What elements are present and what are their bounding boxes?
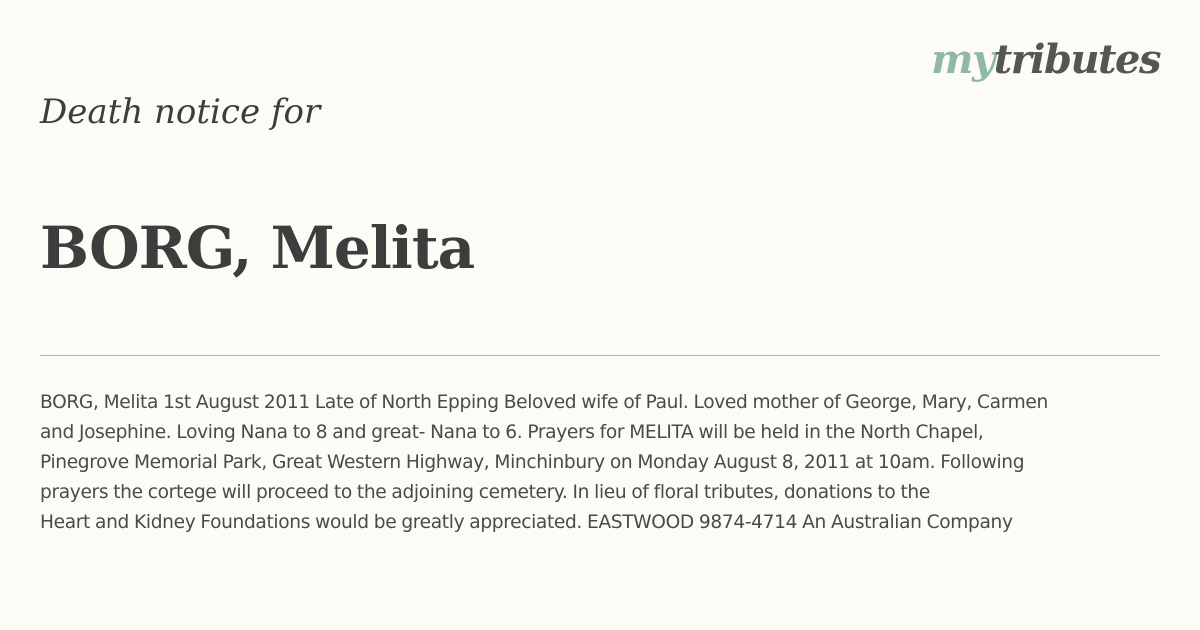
deceased-name: BORG, Melita xyxy=(40,214,475,282)
notice-text xyxy=(40,388,1160,538)
notice-line: Heart and Kidney Foundations would be greatly appreciated. EASTWOOD 9874-4714 An Australian Company xyxy=(40,512,1013,533)
notice-subtitle: Death notice for xyxy=(40,92,321,132)
mytributes-logo[interactable] xyxy=(931,30,1160,90)
notice-line: Pinegrove Memorial Park, Great Western Highway, Minchinbury on Monday August 8, 2011 at 10am. Following xyxy=(40,452,1025,473)
divider xyxy=(40,355,1160,356)
notice-line: BORG, Melita 1st August 2011 Late of North Epping Beloved wife of Paul. Loved mother of George, Mary, Carmen xyxy=(40,392,1048,413)
notice-line: and Josephine. Loving Nana to 8 and great- Nana to 6. Prayers for MELITA will be held in the North Chapel, xyxy=(40,422,984,443)
logo-tributes: tributes xyxy=(993,36,1160,83)
notice-line: prayers the cortege will proceed to the adjoining cemetery. In lieu of floral tributes, donations to the xyxy=(40,482,930,503)
logo-my: my xyxy=(931,36,994,83)
